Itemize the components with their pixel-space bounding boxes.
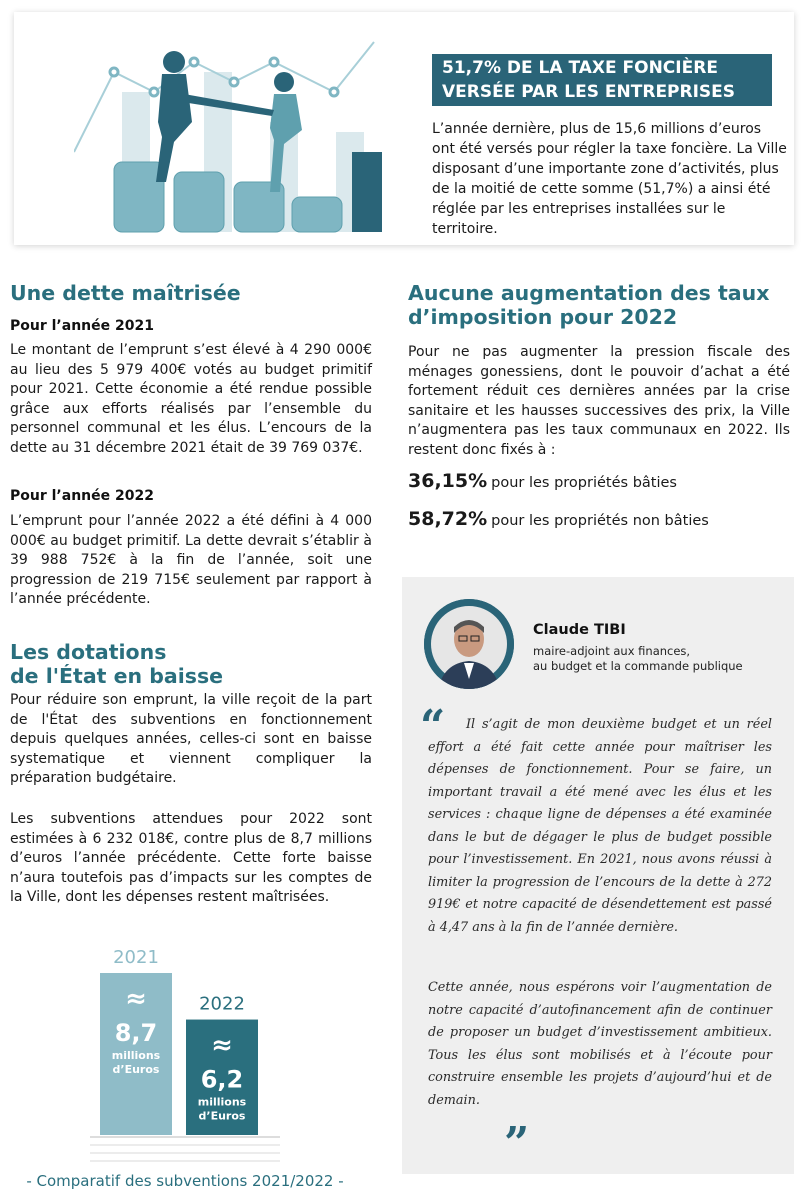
chart-caption: - Comparatif des subventions 2021/2022 - (26, 1172, 344, 1190)
quote-author-name: Claude TIBI (533, 622, 626, 638)
rate-unbuilt-value: 58,72% (408, 508, 488, 530)
approx-icon-2022: ≈ (211, 1030, 233, 1061)
unit-label-2-2022: d’Euros (198, 1109, 246, 1123)
value-label-2022: 6,2 (200, 1065, 244, 1094)
year-label-2021: 2021 (113, 947, 159, 968)
avatar (424, 599, 514, 689)
rate-unbuilt-label: pour les propriétés non bâties (491, 513, 709, 529)
dotations-text-1: Pour réduire son emprunt, la ville reçoit de la part de l'État des subventions en fonctionnement depuis quelques années, celles-ci sont en baisse systematique et viennent compliquer la préparation budgétaire. (10, 692, 372, 786)
dette-text-2021: Le montant de l’emprunt s’est élevé à 4 290 000€ au lieu des 5 979 400€ votés au budget primitif pour 2021. Cette économie a été rendue possible grâce aux efforts réalisés par l’ensemble du personnel communal et les élus. L’encours de la dette au 31 décembre 2021 était de 39 769 037€. (10, 342, 372, 456)
dotations-title: Les dotations de l'État en baisse (10, 640, 224, 688)
taux-title: Aucune augmentation des taux d’imposition pour 2022 (408, 281, 770, 329)
quote-box (402, 577, 794, 1174)
value-label-2021: 8,7 (114, 1019, 158, 1047)
dotations-text-2: Les subventions attendues pour 2022 sont estimées à 6 232 018€, contre plus de 8,7 millions d’euros l’année précédente. Cette forte baisse n’aura toutefois pas d’impacts sur les comptes de la Ville, dont les dépenses restent maîtrisées. (10, 811, 372, 905)
person-portrait-icon (424, 599, 514, 689)
rate-built-label: pour les propriétés bâties (491, 475, 677, 491)
coin-stacks-illustration (74, 32, 404, 244)
year-label-2022: 2022 (199, 993, 245, 1015)
banner-title: 51,7% DE LA TAXE FONCIÈRE VERSÉE PAR LES ENTREPRISES (432, 54, 772, 106)
quote-author-role: maire-adjoint aux finances, au budget et la commande publique (533, 644, 743, 673)
open-quote-icon: “ (420, 701, 446, 752)
rate-built-value: 36,15% (408, 470, 488, 492)
close-quote-icon: ” (504, 1118, 530, 1169)
rate-unbuilt (408, 508, 709, 530)
banner-text: L’année dernière, plus de 15,6 millions d’euros ont été versés pour régler la taxe foncière. La Ville disposant d’une importante zone d’activités, plus de la moitié de cette somme (51,7%) a ainsi été réglée par les entreprises installées sur le territoire. (432, 121, 787, 237)
dette-text-2022: L’emprunt pour l’année 2022 a été défini à 4 000 000€ au budget primitif. La dette devrait s’établir à 39 988 752€ à la fin de l’année, soit une progression de 219 715€ seulement par rapport à l’année précédente. (10, 513, 372, 607)
dette-title: Une dette maîtrisée (10, 281, 241, 305)
rate-built (408, 470, 677, 492)
unit-label-2-2021: d’Euros (112, 1063, 160, 1076)
quote-paragraph-2: Cette année, nous espérons voir l’augmentation de notre capacité d’autofinancement afin de continuer de proposer un budget d’investissement ambitieux. Tous les élus sont mobilisés et à l’écoute pour construire ensemble les projets d’aujourd’hui et de demain. (428, 980, 772, 1108)
approx-icon-2021: ≈ (125, 984, 147, 1014)
unit-label-1-2021: millions (111, 1049, 161, 1062)
dette-subtitle-2022: Pour l’année 2022 (10, 488, 154, 504)
quote-paragraph-1: Il s’agit de mon deuxième budget et un réel effort a été fait cette année pour maîtriser les dépenses de fonctionnement. Pour se faire, un important travail a été mené avec les élus et les services : chaque ligne de dépenses a été examinée dans le but de dégager le plus de budget possible pour l’investissement. En 2021, nous avons réussi à limiter la progression de l’encours de la dette à 272 919€ et notre capacité de désendettement est passé à 4,47 ans à la fin de l’année dernière. (428, 717, 772, 935)
unit-label-1-2022: millions (197, 1095, 247, 1109)
top-banner (14, 12, 794, 245)
taux-text: Pour ne pas augmenter la pression fiscale des ménages gonessiens, dont le pouvoir d’achat a été fortement réduit ces dernières années par la crise sanitaire et les hausses successives des prix, la Ville n’augmentera pas les taux communaux en 2022. Ils restent donc fixés à : (408, 344, 790, 458)
dette-subtitle-2021: Pour l’année 2021 (10, 318, 154, 334)
subventions-bar-chart (90, 935, 290, 1165)
